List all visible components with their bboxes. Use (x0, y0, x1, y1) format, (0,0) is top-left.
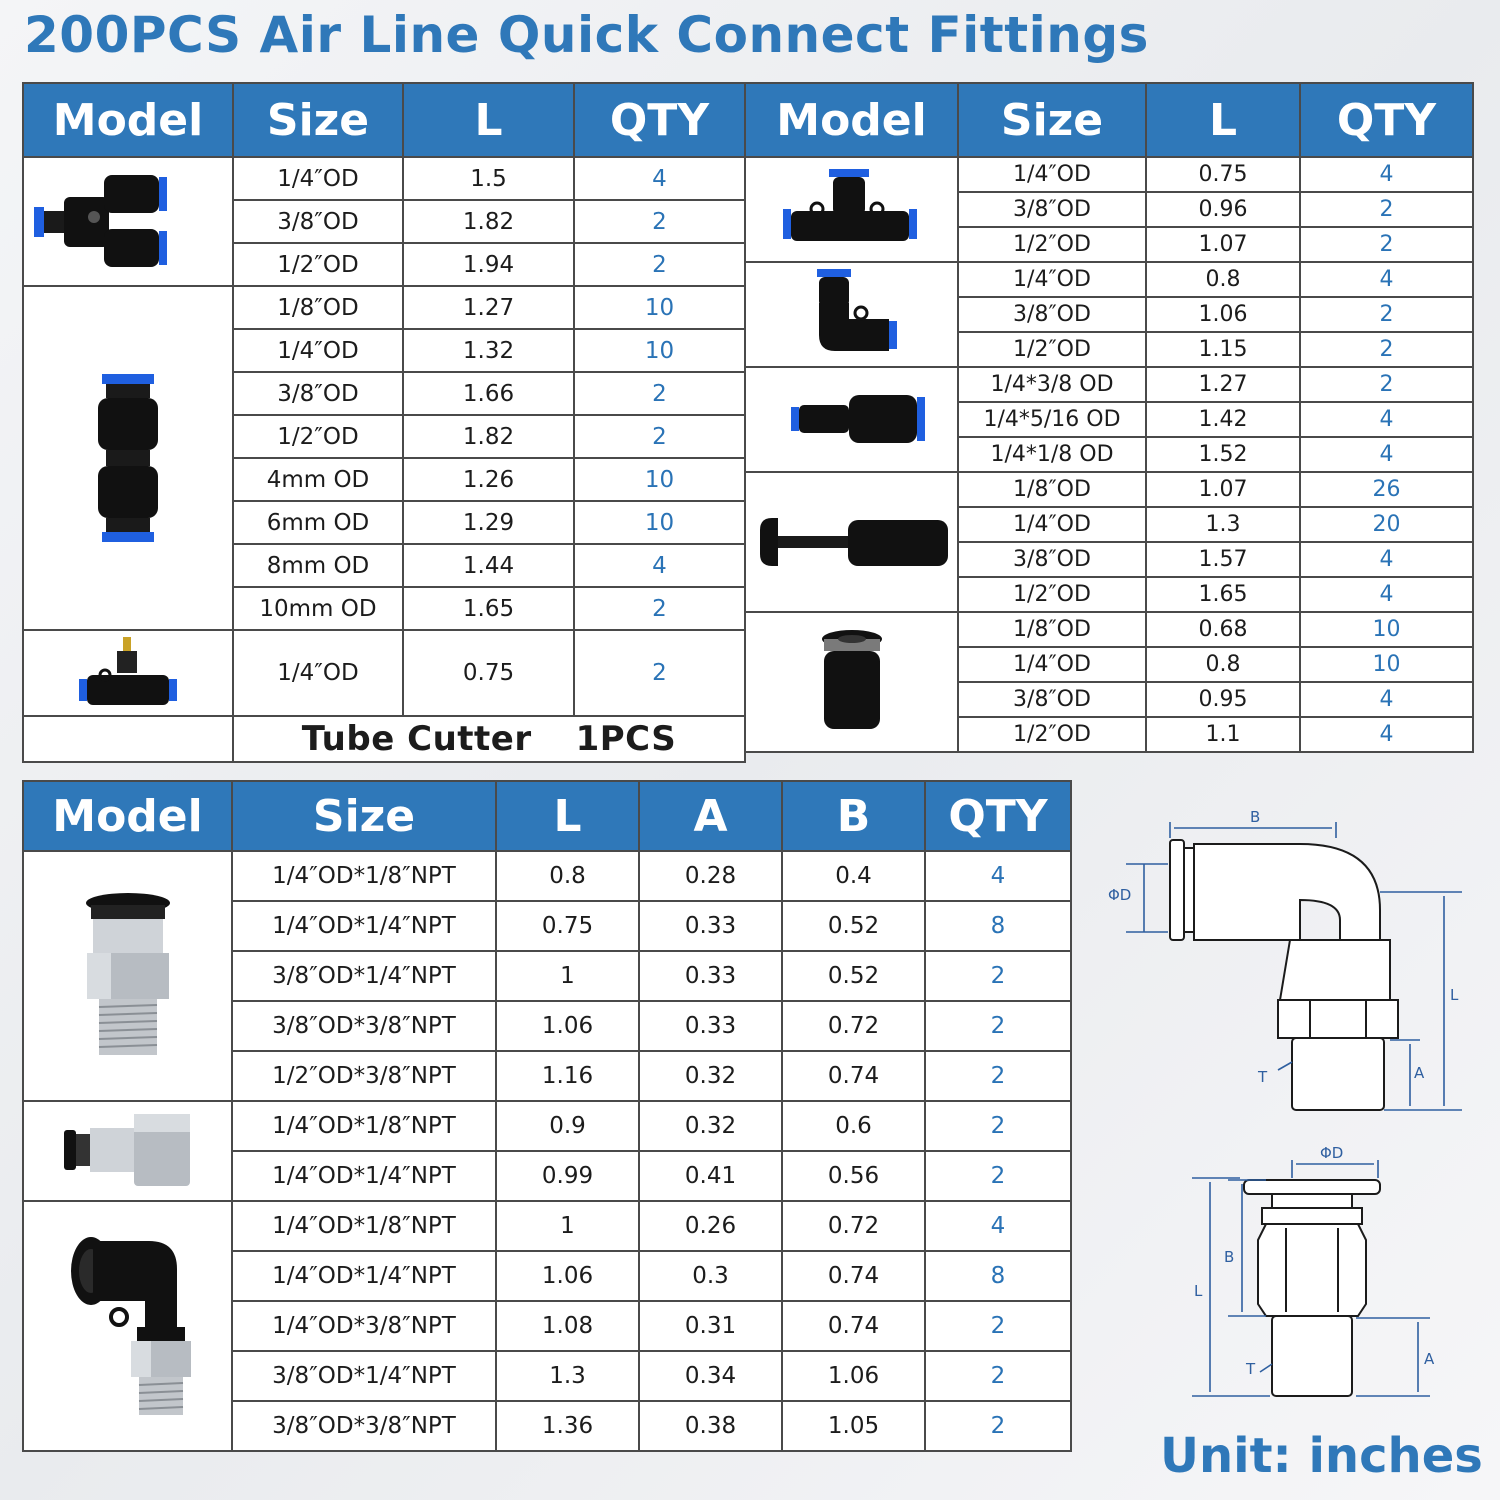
svg-text:A: A (1414, 1064, 1425, 1082)
table-row: 1/8″OD 1.27 10 (23, 286, 745, 329)
table-row: 6mm OD 1.29 10 (23, 501, 745, 544)
fittings-table-left (22, 82, 746, 763)
table-row: 3/8″OD*3/8″NPT 1.36 0.38 1.05 2 (23, 1401, 1071, 1451)
female-straight-npt-fitting-icon (23, 1101, 232, 1201)
elbow-dimension-drawing (1100, 800, 1480, 1120)
y-connector-fitting-icon (23, 157, 233, 286)
table-row: 1/4″OD 0.75 4 (745, 157, 1473, 192)
svg-text:ΦD: ΦD (1108, 886, 1132, 904)
table-header-row (23, 83, 745, 157)
header-size: Size (958, 83, 1146, 157)
table-row: 1/4″OD 0.8 4 (745, 262, 1473, 297)
table-row: 1/4″OD*3/8″NPT 1.08 0.31 0.74 2 (23, 1301, 1071, 1351)
male-elbow-npt-fitting-icon (23, 1201, 232, 1451)
table-row: 1/8″OD 1.07 26 (745, 472, 1473, 507)
tube-cutter-row (23, 716, 745, 762)
table-row: 1/4*3/8 OD 1.27 2 (745, 367, 1473, 402)
table-row: 1/4″OD 0.8 10 (745, 647, 1473, 682)
table-row: 1/4″OD 1.5 4 (23, 157, 745, 200)
svg-text:B: B (1224, 1248, 1235, 1266)
header-size: Size (232, 781, 496, 851)
table-row: 1/4″OD 1.32 10 (23, 329, 745, 372)
table-row: 1/2″OD*3/8″NPT 1.16 0.32 0.74 2 (23, 1051, 1071, 1101)
table-row: 1/2″OD 1.82 2 (23, 415, 745, 458)
table-row: 1/4*1/8 OD 1.52 4 (745, 437, 1473, 472)
table-row: 1/2″OD 1.94 2 (23, 243, 745, 286)
unit-label: Unit: inches (1160, 1428, 1483, 1484)
table-row: 3/8″OD 0.95 4 (745, 682, 1473, 717)
table-row: 1/2″OD 1.07 2 (745, 227, 1473, 262)
table-header-row (745, 83, 1473, 157)
table-row: 1/4″OD*1/8″NPT 1 0.26 0.72 4 (23, 1201, 1071, 1251)
npt-fittings-table (22, 780, 1072, 1452)
table-header-row (23, 781, 1071, 851)
table-row: 4mm OD 1.26 10 (23, 458, 745, 501)
header-qty: QTY (925, 781, 1071, 851)
header-model: Model (745, 83, 958, 157)
elbow-union-fitting-icon (745, 262, 958, 367)
table-row: 3/8″OD*1/4″NPT 1 0.33 0.52 2 (23, 951, 1071, 1001)
table-row: 1/4*5/16 OD 1.42 4 (745, 402, 1473, 437)
reducer-fitting-icon (745, 367, 958, 472)
table-row: 1/4″OD 0.75 2 (23, 630, 745, 716)
male-straight-npt-fitting-icon (23, 851, 232, 1101)
table-row: 1/4″OD*1/8″NPT 0.9 0.32 0.6 2 (23, 1101, 1071, 1151)
table-row: 1/4″OD*1/4″NPT 0.99 0.41 0.56 2 (23, 1151, 1071, 1201)
straight-union-fitting-icon (23, 286, 233, 630)
svg-text:B: B (1250, 808, 1261, 826)
header-l: L (403, 83, 574, 157)
svg-text:L: L (1194, 1282, 1203, 1300)
svg-text:ΦD: ΦD (1320, 1144, 1344, 1162)
table-row: 1/4″OD 1.3 20 (745, 507, 1473, 542)
fittings-table-right (744, 82, 1474, 753)
header-model: Model (23, 83, 233, 157)
table-row: 10mm OD 1.65 2 (23, 587, 745, 630)
header-l: L (496, 781, 639, 851)
table-row: 1/4″OD*1/8″NPT 0.8 0.28 0.4 4 (23, 851, 1071, 901)
table-row: 1/4″OD*1/4″NPT 0.75 0.33 0.52 8 (23, 901, 1071, 951)
table-row: 3/8″OD*1/4″NPT 1.3 0.34 1.06 2 (23, 1351, 1071, 1401)
header-a: A (639, 781, 782, 851)
table-row: 1/2″OD 1.15 2 (745, 332, 1473, 367)
svg-text:L: L (1450, 986, 1459, 1004)
bulkhead-fitting-icon (745, 612, 958, 752)
table-row: 1/2″OD 1.1 4 (745, 717, 1473, 752)
header-size: Size (233, 83, 403, 157)
tube-cutter-label: Tube Cutter 1PCS (233, 716, 745, 762)
table-row: 3/8″OD*3/8″NPT 1.06 0.33 0.72 2 (23, 1001, 1071, 1051)
header-qty: QTY (1300, 83, 1473, 157)
svg-text:T: T (1246, 1360, 1256, 1378)
table-row: 1/2″OD 1.65 4 (745, 577, 1473, 612)
table-row: 1/8″OD 0.68 10 (745, 612, 1473, 647)
svg-text:A: A (1424, 1350, 1435, 1368)
header-model: Model (23, 781, 232, 851)
table-row: 3/8″OD 1.57 4 (745, 542, 1473, 577)
page-title: 200PCS Air Line Quick Connect Fittings (24, 6, 1149, 64)
header-l: L (1146, 83, 1300, 157)
table-row: 3/8″OD 0.96 2 (745, 192, 1473, 227)
table-row: 8mm OD 1.44 4 (23, 544, 745, 587)
svg-text:T: T (1258, 1068, 1268, 1086)
tee-valve-fitting-icon (23, 630, 233, 716)
table-row: 3/8″OD 1.66 2 (23, 372, 745, 415)
header-qty: QTY (574, 83, 745, 157)
table-row: 1/4″OD*1/4″NPT 1.06 0.3 0.74 8 (23, 1251, 1071, 1301)
table-row: 3/8″OD 1.06 2 (745, 297, 1473, 332)
straight-dimension-drawing (1180, 1140, 1460, 1410)
tee-union-fitting-icon (745, 157, 958, 262)
header-b: B (782, 781, 925, 851)
table-row: 3/8″OD 1.82 2 (23, 200, 745, 243)
plug-fitting-icon (745, 472, 958, 612)
